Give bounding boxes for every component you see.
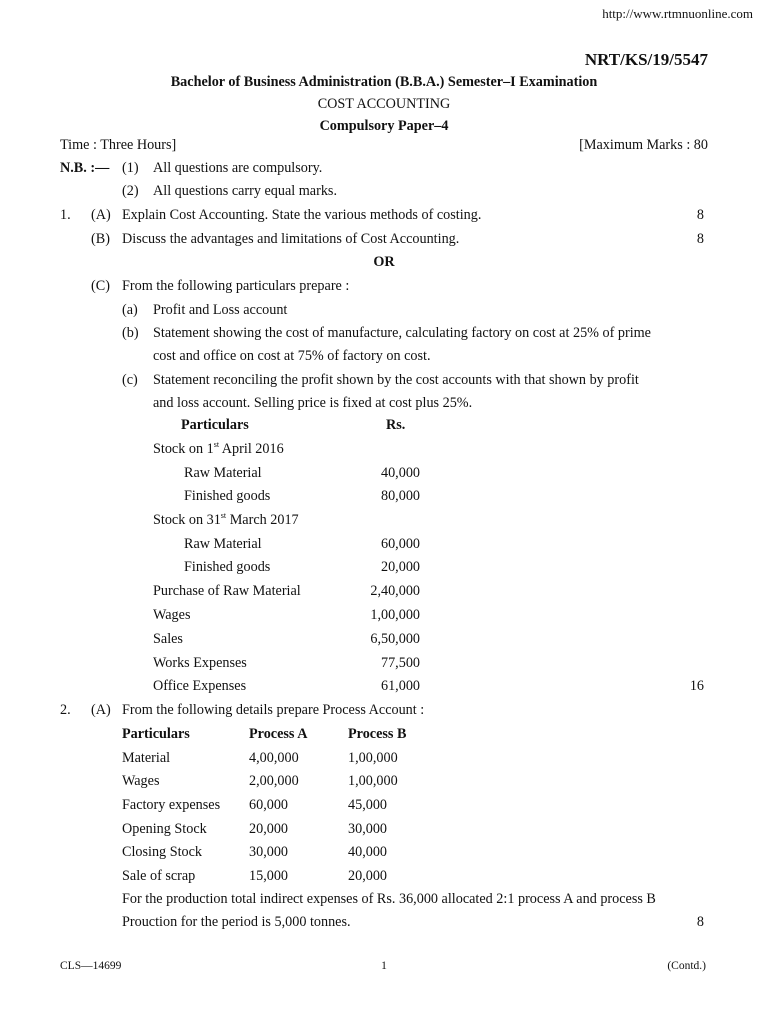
part-label: (a) — [122, 302, 138, 318]
table-cell: 20,000 — [348, 868, 388, 884]
footer-code: CLS—14699 — [60, 960, 122, 972]
continued-label: (Contd.) — [667, 960, 706, 972]
marks: 16 — [689, 678, 704, 694]
paper-code: NRT/KS/19/5547 — [584, 50, 708, 69]
table-cell: 45,000 — [348, 797, 388, 813]
table-row-label: Sales — [153, 631, 183, 647]
sub-question-text: From the following details prepare Process Account : — [122, 702, 425, 718]
table-cell: Material — [122, 750, 171, 766]
time-allowed: Time : Three Hours] — [60, 137, 177, 153]
table-row-value: 1,00,000 — [370, 607, 420, 623]
table-cell: Sale of scrap — [122, 868, 196, 884]
table-row-value: 77,500 — [380, 655, 420, 671]
exam-title: Bachelor of Business Administration (B.B.A.) Semester–I Examination — [170, 74, 598, 90]
table-header: Process A — [249, 726, 308, 742]
sub-question-label: (A) — [91, 702, 111, 718]
sub-question-label: (C) — [91, 278, 110, 294]
table-cell: 15,000 — [249, 868, 289, 884]
part-label: (b) — [122, 325, 139, 341]
sub-question-text: From the following particulars prepare : — [122, 278, 350, 294]
table-cell: Wages — [122, 773, 160, 789]
nb-item-num: (2) — [122, 183, 139, 199]
table-row-value: 40,000 — [380, 465, 420, 481]
marks: 8 — [696, 207, 704, 223]
table-row-label: Raw Material — [184, 465, 262, 481]
part-text: cost and office on cost at 75% of factory on cost. — [153, 348, 431, 364]
table-cell: 1,00,000 — [348, 773, 398, 789]
part-text: Statement reconciling the profit shown by the cost accounts with that shown by profit — [153, 372, 639, 388]
sub-question-text: Discuss the advantages and limitations of Cost Accounting. — [122, 231, 460, 247]
sub-question-text: Explain Cost Accounting. State the various methods of costing. — [122, 207, 482, 223]
table-row-label: Office Expenses — [153, 678, 247, 694]
stock-opening-heading: Stock on 1st April 2016 — [153, 440, 284, 457]
maximum-marks: [Maximum Marks : 80 — [579, 137, 708, 153]
part-label: (c) — [122, 372, 138, 388]
table-cell: Factory expenses — [122, 797, 221, 813]
part-text: Statement showing the cost of manufacture, calculating factory on cost at 25% of prime — [153, 325, 651, 341]
table-row-label: Works Expenses — [153, 655, 247, 671]
or-divider: OR — [373, 254, 395, 270]
table-row-label: Wages — [153, 607, 191, 623]
table-row-label: Raw Material — [184, 536, 262, 552]
table-cell: 4,00,000 — [249, 750, 299, 766]
subject-title: COST ACCOUNTING — [317, 96, 451, 112]
table-cell: 60,000 — [249, 797, 289, 813]
table-header-particulars: Particulars — [181, 417, 249, 433]
table-cell: 30,000 — [348, 821, 388, 837]
nb-item-text: All questions are compulsory. — [153, 160, 323, 176]
nb-label: N.B. :— — [60, 160, 110, 176]
table-row-value: 60,000 — [380, 536, 420, 552]
nb-item-text: All questions carry equal marks. — [153, 183, 337, 199]
table-row-value: 6,50,000 — [370, 631, 420, 647]
note-text: For the production total indirect expenses of Rs. 36,000 allocated 2:1 process A and process B — [122, 891, 656, 907]
marks: 8 — [696, 914, 704, 930]
table-header: Process B — [348, 726, 407, 742]
sub-question-label: (B) — [91, 231, 110, 247]
table-cell: Opening Stock — [122, 821, 207, 837]
table-row-label: Purchase of Raw Material — [153, 583, 301, 599]
table-cell: 1,00,000 — [348, 750, 398, 766]
nb-item-num: (1) — [122, 160, 139, 176]
part-text: and loss account. Selling price is fixed at cost plus 25%. — [153, 395, 473, 411]
note-text: Prouction for the period is 5,000 tonnes. — [122, 914, 351, 930]
question-number: 1. — [60, 207, 71, 223]
table-cell: 20,000 — [249, 821, 289, 837]
marks: 8 — [696, 231, 704, 247]
sub-question-label: (A) — [91, 207, 111, 223]
page-number: 1 — [381, 960, 387, 972]
paper-title: Compulsory Paper–4 — [319, 118, 449, 134]
table-row-label: Finished goods — [184, 559, 271, 575]
table-row-label: Finished goods — [184, 488, 271, 504]
table-row-value: 80,000 — [380, 488, 420, 504]
table-row-value: 61,000 — [380, 678, 420, 694]
source-url: http://www.rtmnuonline.com — [602, 6, 753, 21]
table-row-value: 20,000 — [380, 559, 420, 575]
question-number: 2. — [60, 702, 71, 718]
table-cell: 30,000 — [249, 844, 289, 860]
table-header: Particulars — [122, 726, 190, 742]
part-text: Profit and Loss account — [153, 302, 288, 318]
table-cell: 40,000 — [348, 844, 388, 860]
stock-closing-heading: Stock on 31st March 2017 — [153, 511, 299, 528]
table-header-rs: Rs. — [386, 417, 406, 433]
table-row-value: 2,40,000 — [370, 583, 420, 599]
table-cell: 2,00,000 — [249, 773, 299, 789]
table-cell: Closing Stock — [122, 844, 203, 860]
